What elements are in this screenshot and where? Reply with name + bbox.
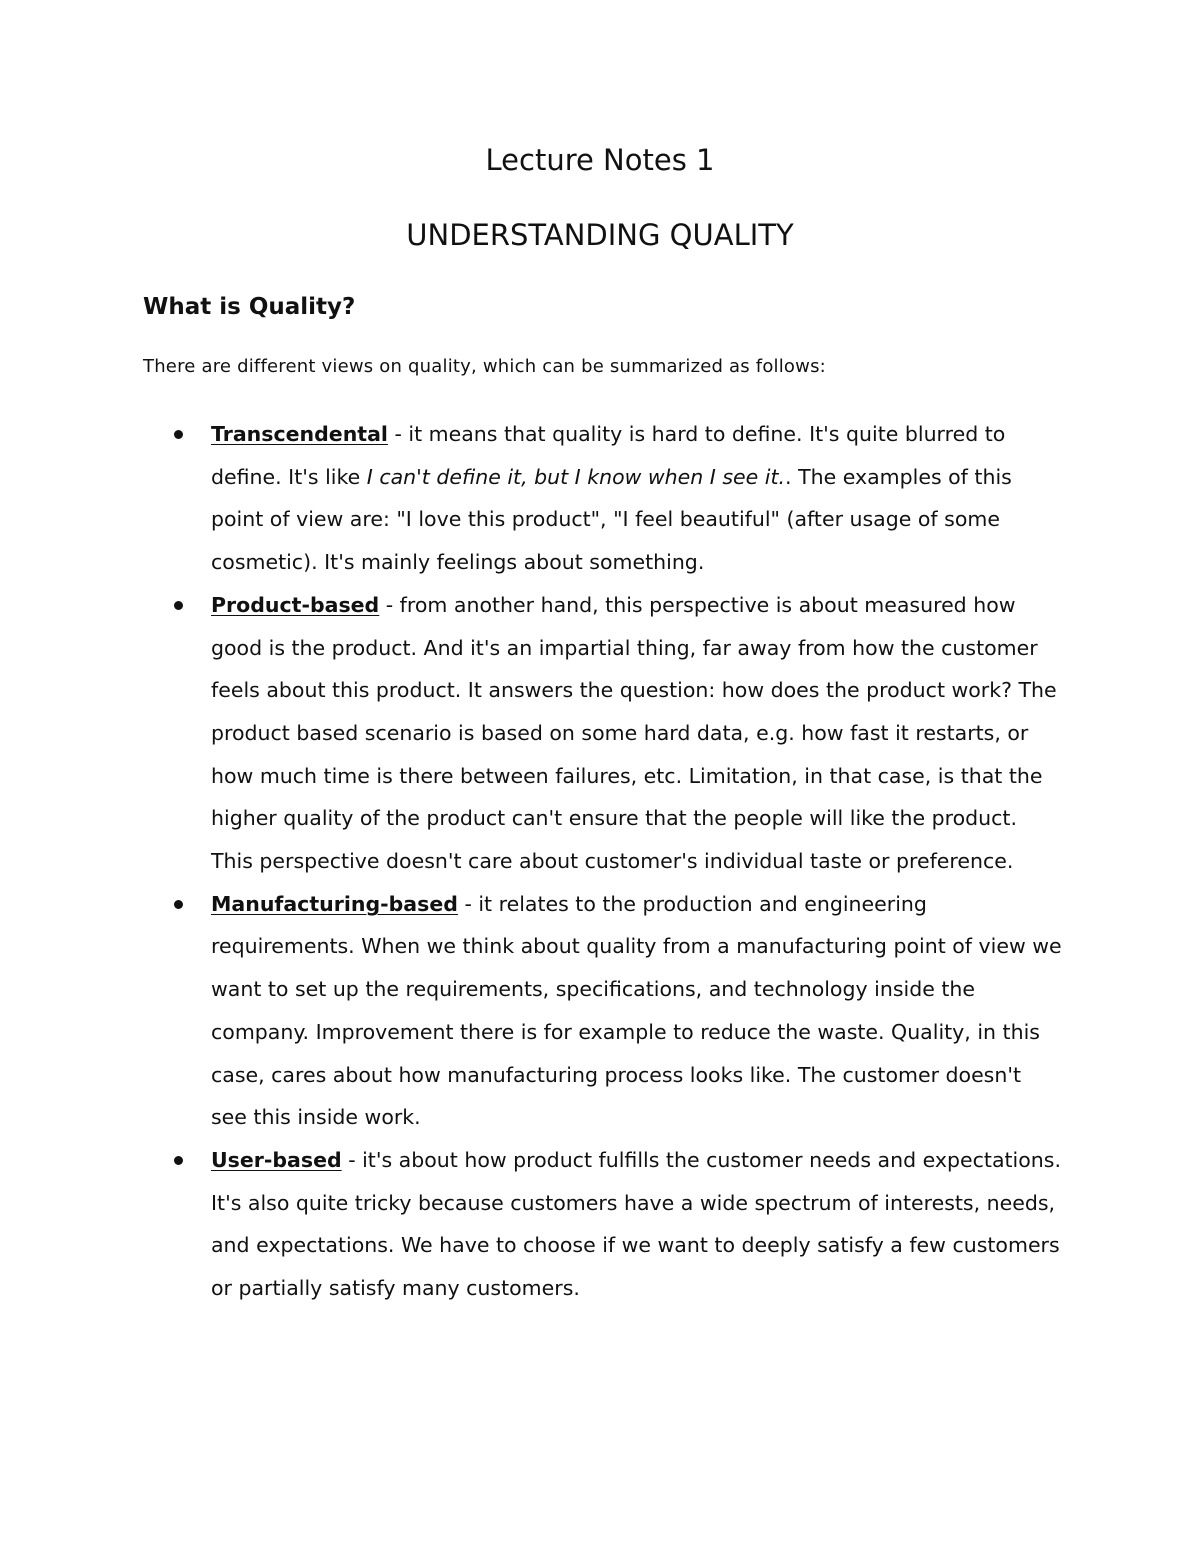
bullet-icon	[174, 601, 183, 610]
item-italic-quote: I can't define it, but I know when I see it.	[366, 464, 786, 489]
list-item-transcendental	[0, 413, 1063, 584]
item-text: - it's about how product fulfills the customer needs and expectations. It's also quite tricky because customers have a wide spectrum of interests, needs, and expectations. We have to choose if we want to deeply satisfy a few customers or partially satisfy many customers.	[211, 1147, 1061, 1301]
term-product-based: Product-based	[211, 592, 380, 617]
bullet-icon	[174, 900, 183, 909]
list-item-manufacturing-based	[0, 883, 1063, 1139]
item-text: - it relates to the production and engineering requirements. When we think about quality from a manufacturing point of view we want to set up the requirements, specifications, and technology inside the company. Improvement there is for example to reduce the waste. Quality, in this case, cares about how manufacturing process looks like. The customer doesn't see this inside work.	[211, 891, 1062, 1130]
quality-views-list	[0, 413, 1200, 1310]
term-transcendental: Transcendental	[211, 422, 388, 446]
bullet-icon	[174, 430, 183, 439]
item-text-continued: . The examples of this point of view are: "I love this product", "I feel beautiful" (after usage of some cosmetic). It's mainly feelings about something.	[211, 464, 1012, 575]
list-item-product-based	[0, 584, 1063, 883]
intro-paragraph: There are different views on quality, which can be summarized as follows:	[143, 356, 826, 377]
term-manufacturing-based: Manufacturing-based	[211, 891, 458, 916]
item-text: - from another hand, this perspective is about measured how good is the product. And it's an impartial thing, far away from how the customer feels about this product. It answers the question: how does the product work? The product based scenario is based on some hard data, e.g. how fast it restarts, or how much time is there between failures, etc. Limitation, in that case, is that the higher quality of the product can't ensure that the people will like the product. This perspective doesn't care about customer's individual taste or preference.	[211, 592, 1057, 874]
item-text: - it means that quality is hard to define. It's quite blurred to define. It's like	[211, 422, 1006, 489]
list-item-user-based	[0, 1139, 1063, 1310]
section-heading: What is Quality?	[143, 294, 356, 320]
term-user-based: User-based	[211, 1147, 342, 1172]
document-title: Lecture Notes 1	[485, 143, 715, 177]
bullet-icon	[174, 1156, 183, 1165]
document-subtitle: UNDERSTANDING QUALITY	[406, 218, 794, 252]
